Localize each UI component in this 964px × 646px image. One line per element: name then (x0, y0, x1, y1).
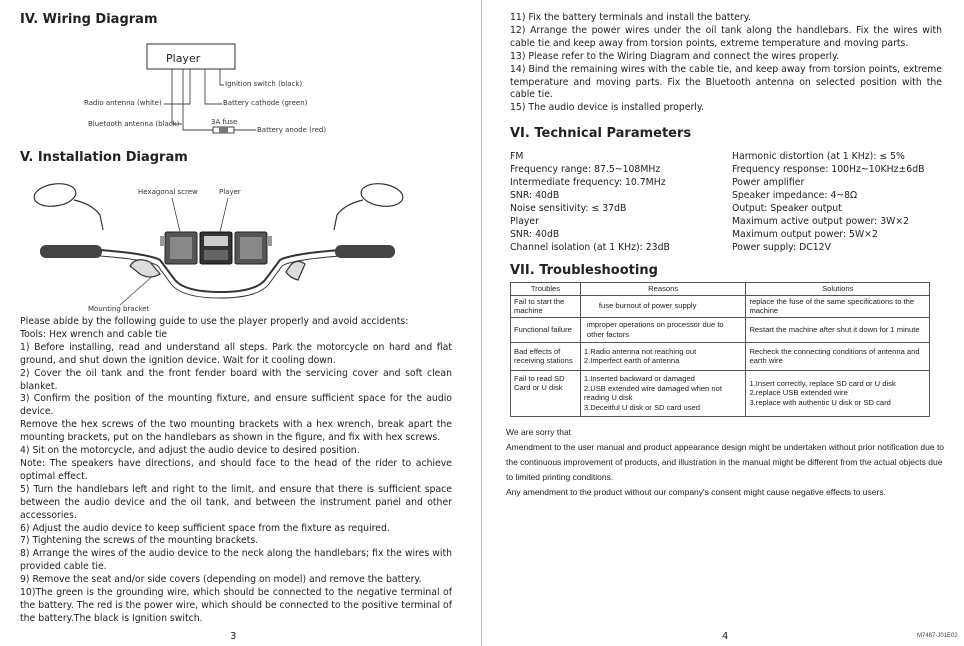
step-paragraph: 12) Arrange the power wires under the oil tank along the handlebars. Fix the wires with cable tie and keep away from torsion points, extreme temperature and moving parts. (510, 24, 942, 49)
table-cell: 1.Inserted backward or damaged 2.USB extended wire damaged when not reading U disk 3.Deceitful U disk or SD card used (580, 370, 746, 416)
param-item: Maximum active output power: 3W×2 (732, 216, 910, 227)
instruction-paragraph: 9) Remove the seat and/or side covers (depending on model) and remove the battery. (20, 574, 422, 586)
table-cell: Bad effects of receiving stations (511, 342, 581, 370)
params-right-column (732, 150, 924, 254)
right-mirror (360, 181, 405, 209)
page-number-right: 4 (722, 631, 729, 642)
param-item: Player (510, 216, 539, 227)
param-item: Maximum output power: 5W×2 (732, 229, 878, 240)
left-mirror (33, 181, 78, 209)
notice-sorry: We are sorry that (506, 427, 572, 437)
ignition-label: Ignition switch (black) (225, 80, 303, 88)
instruction-paragraph: 6) Adjust the audio device to keep sufficient space from the fixture as required. (20, 522, 390, 534)
param-item: SNR: 40dB (510, 190, 560, 201)
installation-instructions (20, 316, 452, 626)
amendment-notice (506, 425, 946, 500)
table-cell: Fail to start the machine (511, 295, 581, 317)
column-header: Troubles (511, 283, 581, 296)
table-row (511, 317, 930, 342)
document-code: M7487-J01E02 (917, 633, 958, 639)
right-page (482, 0, 964, 646)
fuse-symbol (213, 127, 234, 133)
table-row (511, 295, 930, 317)
param-item: Frequency range: 87.5~108MHz (510, 164, 661, 175)
battery-anode-label: Battery anode (red) (257, 126, 327, 134)
wiring-diagram-title: IV. Wiring Diagram (20, 12, 158, 27)
instruction-paragraph: 3) Confirm the position of the mounting fixture, and ensure sufficient space for the audio device. (20, 393, 452, 418)
table-cell: Fail to read SD Card or U disk (511, 370, 581, 416)
param-item: Harmonic distortion (at 1 KHz): ≤ 5% (732, 151, 905, 162)
param-item: Power supply: DC12V (732, 242, 831, 253)
troubleshooting-title: VII. Troubleshooting (510, 263, 658, 278)
param-item: Channel isolation (at 1 KHz): 23dB (510, 242, 670, 253)
player-unit-label: Player (219, 188, 241, 196)
left-page (0, 0, 481, 646)
ignition-wire (220, 69, 224, 85)
param-item: Noise sensitivity: ≤ 37dB (510, 203, 627, 214)
instruction-paragraph: 2) Cover the oil tank and the front fender board with the servicing cover and soft clean blanket. (20, 367, 452, 392)
radio-antenna-label: Radio antenna (white) (84, 99, 162, 107)
step-paragraph: 14) Bind the remaining wires with the cable tie, and keep away from torsion points, extreme temperature and moving parts. Fix the Bluetooth antenna on selected position with the cable tie. (510, 63, 942, 101)
param-item: Speaker impedance: 4~8Ω (732, 190, 858, 201)
notice-line2: Any amendment to the product without our company's consent might cause negative effects to users. (506, 487, 886, 497)
instruction-paragraph: 1) Before installing, read and understand all steps. Park the motorcycle on hard and flat ground, and shut down the ignition device. Wait for it cooling down. (20, 341, 452, 366)
installation-diagram-title: V. Installation Diagram (20, 150, 188, 165)
wiring-diagram (0, 0, 481, 145)
step-paragraph: 13) Please refer to the Wiring Diagram and connect the wires properly. (510, 50, 840, 62)
param-item: Output: Speaker output (732, 203, 842, 214)
left-lever (130, 260, 160, 277)
battery-cathode-wire (205, 69, 222, 104)
param-item: SNR: 40dB (510, 229, 560, 240)
technical-parameters-title: VI. Technical Parameters (510, 126, 692, 141)
fuse-label: 3A fuse (211, 118, 238, 126)
notice-line1: Amendment to the user manual and product appearance design might be undertaken without prior notification due to the continuous improvement of products, and illustration in the manual might be different from the actual objects due to limited printing conditions. (506, 442, 945, 482)
instruction-paragraph: Please abide by the following guide to use the player properly and avoid accidents: (20, 316, 409, 327)
left-grip (40, 245, 102, 258)
instruction-paragraph: 7) Tightening the screws of the mounting brackets. (20, 535, 259, 547)
table-cell: Functional failure (511, 317, 581, 342)
table-cell: fuse burnout of power supply (580, 295, 746, 317)
player-label: Player (166, 52, 201, 65)
page-number-left: 3 (230, 631, 237, 642)
right-lever (286, 261, 305, 280)
instruction-paragraph: 5) Turn the handlebars left and right to the limit, and ensure that there is sufficient space between the audio device and the oil tank, and between the instrument panel and other accessories. (20, 483, 452, 521)
table-cell: Recheck the connecting conditions of antenna and earth wire (746, 342, 930, 370)
param-item: Intermediate frequency: 10.7MHz (510, 177, 666, 188)
step-paragraph: 11) Fix the battery terminals and install the battery. (510, 12, 751, 23)
table-cell: improper operations on processor due to other factors (580, 317, 746, 342)
table-header-row (511, 283, 930, 296)
instruction-paragraph: 10)The green is the grounding wire, which should be connected to the negative terminal of the battery. The red is the power wire, which should be connected to the positive terminal of the battery.The black is Ignition switch. (20, 587, 452, 624)
instruction-paragraph: 4) Sit on the motorcycle, and adjust the audio device to desired position. (20, 445, 360, 457)
step-paragraph: 15) The audio device is installed properly. (510, 102, 705, 114)
instruction-paragraph: Note: The speakers have directions, and should face to the head of the rider to achieve optimal effect. (20, 457, 452, 482)
battery-cathode-label: Battery cathode (green) (223, 99, 308, 107)
table-row (511, 370, 930, 416)
instruction-paragraph: Tools: Hex wrench and cable tie (20, 328, 168, 340)
table-cell: Restart the machine after shut it down for 1 minute (746, 317, 930, 342)
column-header: Reasons (580, 283, 746, 296)
hexagonal-screw-label: Hexagonal screw (138, 188, 198, 196)
table-cell: 1.Insert correctly, replace SD card or U disk 2.replace USB extended wire 3.replace with authentic U disk or SD card (746, 370, 930, 416)
table-cell: 1.Radio antenna not reaching out 2.Imperfect earth of antenna (580, 342, 746, 370)
instruction-paragraph: 8) Arrange the wires of the audio device to the neck along the handlebars; fix the wires with provided cable tie. (20, 548, 452, 573)
installation-steps-continued (510, 12, 942, 115)
bluetooth-antenna-wire (172, 69, 182, 124)
mounting-bracket-label: Mounting bracket (88, 305, 150, 313)
battery-anode-wire (183, 69, 213, 130)
table-row (511, 342, 930, 370)
column-header: Solutions (746, 283, 930, 296)
param-item: Power amplifier (732, 177, 805, 188)
params-left-column (510, 150, 670, 254)
troubleshooting-table (510, 282, 930, 417)
param-item: FM (510, 151, 524, 162)
bluetooth-antenna-label: Bluetooth antenna (black) (88, 120, 180, 128)
param-item: Frequency response: 100Hz~10KHz±6dB (732, 164, 925, 175)
right-grip (335, 245, 395, 258)
radio-antenna-wire (164, 69, 190, 104)
table-cell: replace the fuse of the same specifications to the machine (746, 295, 930, 317)
instruction-paragraph: Remove the hex screws of the two mounting brackets with a hex wrench, break apart the mounting brackets, put on the handlebars as shown in the figure, and fix with hex screws. (20, 419, 452, 444)
